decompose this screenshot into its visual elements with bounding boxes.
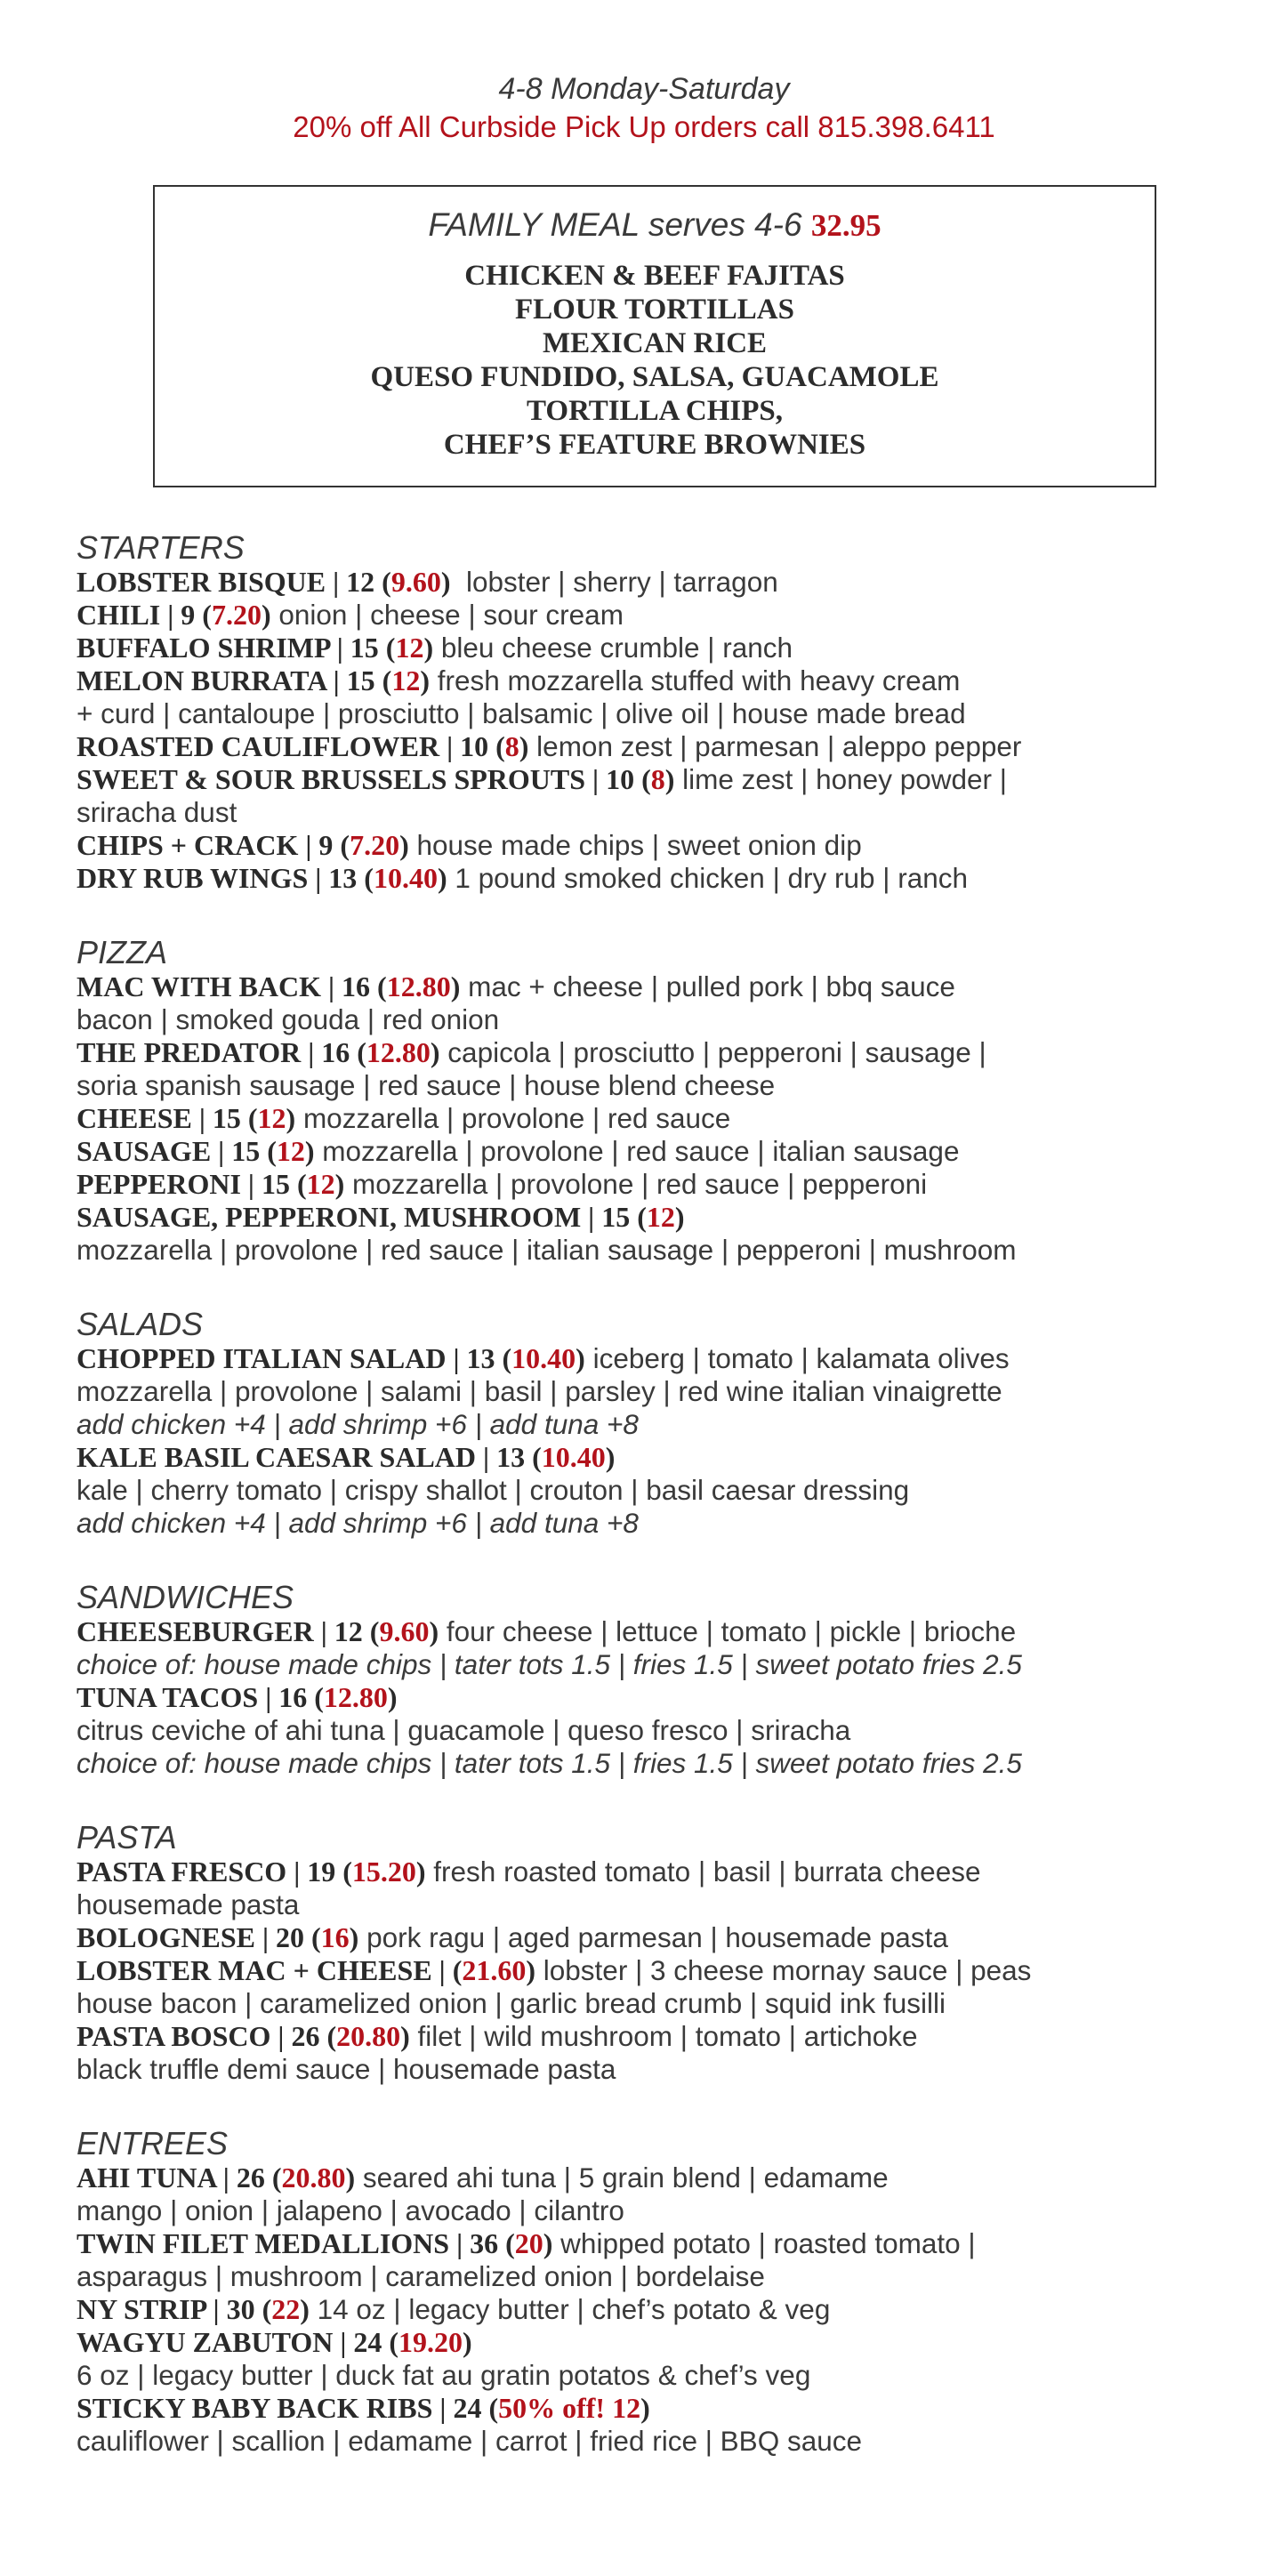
hours-text: 4-8 Monday-Saturday: [498, 72, 790, 106]
item-description: black truffle demi sauce | housemade pasta: [76, 2053, 616, 2085]
item-description: asparagus | mushroom | caramelized onion | bordelaise: [76, 2260, 765, 2292]
menu-item: [76, 2020, 1251, 2053]
price-paren-close: ): [345, 2161, 356, 2194]
price-paren-open: (: [271, 2161, 282, 2194]
menu-item: [76, 862, 1251, 895]
item-name: SAUSAGE, PEPPERONI, MUSHROOM | 15: [76, 1201, 638, 1233]
menu-item: [76, 664, 1251, 697]
family-meal-item: QUESO FUNDIDO, SALSA, GUACAMOLE: [370, 361, 939, 393]
item-description: cauliflower | scallion | edamame | carrot | fried rice | BBQ sauce: [76, 2425, 862, 2457]
discount-price: 10.40: [511, 1342, 576, 1374]
menu-item-note: [76, 1648, 1251, 1681]
item-name: LOBSTER MAC + CHEESE |: [76, 1954, 453, 1986]
item-description: house made chips | sweet onion dip: [408, 829, 862, 861]
price-paren-close: ): [674, 1201, 685, 1233]
section-title: SALADS: [76, 1306, 204, 1342]
menu-item: [76, 566, 1251, 599]
item-name: WAGYU ZABUTON | 24: [76, 2326, 390, 2358]
menu-item-note: [76, 1747, 1251, 1780]
item-description: mango | onion | jalapeno | avocado | cilantro: [76, 2194, 624, 2226]
menu-sections: [76, 530, 1251, 2498]
item-name: PEPPERONI | 15: [76, 1168, 297, 1200]
item-name: BOLOGNESE | 20: [76, 1921, 311, 1953]
discount-price: 12.80: [386, 970, 451, 1002]
menu-item: [76, 1168, 1251, 1201]
menu-item-description: [76, 1474, 1251, 1507]
item-description: fresh roasted tomato | basil | burrata cheese: [425, 1856, 981, 1888]
discount-price: 7.20: [350, 829, 400, 861]
menu-item: [76, 763, 1251, 796]
section-title: PIZZA: [76, 934, 168, 970]
item-description: pork ragu | aged parmesan | housemade pasta: [358, 1921, 948, 1953]
price-paren-close: ): [664, 763, 675, 795]
price-paren-open: (: [340, 829, 350, 861]
menu-item: [76, 2293, 1251, 2326]
price-paren-open: (: [382, 664, 392, 696]
item-name: NY STRIP | 30: [76, 2293, 262, 2325]
item-description: seared ahi tuna | 5 grain blend | edamame: [355, 2161, 889, 2194]
menu-item: [76, 730, 1251, 763]
discount-price: 50% off! 12: [498, 2392, 641, 2424]
menu-section-salads: [76, 1307, 1251, 1540]
item-name: TUNA TACOS | 16: [76, 1681, 315, 1713]
price-paren-open: (: [382, 566, 391, 598]
family-meal-price: 32.95: [810, 208, 881, 243]
item-name: CHILI | 9: [76, 599, 203, 631]
menu-item-note: [76, 1507, 1251, 1540]
menu-item-description: [76, 1234, 1251, 1267]
menu-item-description: [76, 796, 1251, 829]
price-paren-open: (: [247, 1102, 258, 1134]
item-description: + curd | cantaloupe | prosciutto | balsamic | olive oil | house made bread: [76, 697, 966, 729]
item-name: PASTA BOSCO | 26: [76, 2020, 327, 2052]
price-paren-open: (: [389, 2326, 399, 2358]
menu-item: [76, 1342, 1251, 1375]
item-description: kale | cherry tomato | crispy shallot | crouton | basil caesar dressing: [76, 1474, 910, 1506]
discount-price: 12: [257, 1102, 286, 1134]
discount-price: 8: [650, 763, 665, 795]
discount-price: 10.40: [373, 862, 438, 894]
item-description: housemade pasta: [76, 1888, 300, 1920]
menu-item-description: [76, 1987, 1251, 2020]
family-meal-box: [153, 185, 1156, 487]
item-description: soria spanish sausage | red sauce | house blend cheese: [76, 1069, 776, 1101]
item-description: mozzarella | provolone | red sauce: [295, 1102, 731, 1134]
price-paren-close: ): [387, 1681, 398, 1713]
price-paren-open: (: [326, 2020, 337, 2052]
section-title: STARTERS: [76, 529, 245, 566]
menu-item: [76, 829, 1251, 862]
menu-item-description: [76, 1069, 1251, 1102]
price-paren-close: ): [437, 862, 447, 894]
menu-item: [76, 1036, 1251, 1069]
price-paren-open: (: [495, 730, 505, 762]
menu-section-pizza: [76, 935, 1251, 1267]
menu-item: [76, 1921, 1251, 1954]
item-description: fresh mozzarella stuffed with heavy cream: [429, 664, 961, 696]
price-paren-open: (: [364, 862, 374, 894]
price-paren-close: ): [423, 632, 434, 664]
price-paren-close: ): [304, 1135, 315, 1167]
menu-section-pasta: [76, 1820, 1251, 2086]
item-description: lemon zest | parmesan | aleppo pepper: [528, 730, 1022, 762]
item-description: house bacon | caramelized onion | garlic bread crumb | squid ink fusilli: [76, 1987, 946, 2019]
item-description: iceberg | tomato | kalamata olives: [584, 1342, 1010, 1374]
item-name: AHI TUNA | 26: [76, 2161, 272, 2194]
family-meal-item: MEXICAN RICE: [542, 327, 768, 359]
item-name: MAC WITH BACK | 16: [76, 970, 378, 1002]
price-paren-close: ): [300, 2293, 310, 2325]
item-description: 14 oz | legacy butter | chef’s potato & veg: [309, 2293, 831, 2325]
item-note: add chicken +4 | add shrimp +6 | add tuna +8: [76, 1408, 639, 1440]
item-name: TWIN FILET MEDALLIONS | 36: [76, 2227, 506, 2259]
discount-price: 20.80: [281, 2161, 346, 2194]
discount-price: 20.80: [336, 2020, 401, 2052]
menu-item-note: [76, 1408, 1251, 1441]
item-name: LOBSTER BISQUE | 12: [76, 566, 382, 598]
family-meal-item: CHICKEN & BEEF FAJITAS: [464, 260, 845, 292]
section-title: SANDWICHES: [76, 1579, 294, 1615]
item-description: lime zest | honey powder |: [674, 763, 1007, 795]
price-paren-close: ): [605, 1441, 616, 1473]
price-paren-close: ): [543, 2227, 553, 2259]
item-description: filet | wild mushroom | tomato | artichoke: [409, 2020, 918, 2052]
menu-item: [76, 1681, 1251, 1714]
item-description: lobster | sherry | tarragon: [450, 566, 778, 598]
item-note: choice of: house made chips | tater tots 1.5 | fries 1.5 | sweet potato fries 2.5: [76, 1747, 1022, 1779]
item-description: mozzarella | provolone | red sauce | italian sausage | pepperoni | mushroom: [76, 1234, 1017, 1266]
discount-price: 12: [391, 664, 421, 696]
price-paren-open: (: [385, 632, 396, 664]
price-paren-open: (: [311, 1921, 321, 1953]
menu-item: [76, 1954, 1251, 1987]
item-description: sriracha dust: [76, 796, 237, 828]
item-name: CHIPS + CRACK | 9: [76, 829, 341, 861]
menu-section-starters: [76, 530, 1251, 895]
section-title: PASTA: [76, 1819, 177, 1856]
menu-item: [76, 2326, 1251, 2359]
price-paren-open: (: [502, 1342, 512, 1374]
item-note: add chicken +4 | add shrimp +6 | add tuna +8: [76, 1507, 639, 1539]
menu-item-description: [76, 2194, 1251, 2227]
price-paren-close: ): [576, 1342, 585, 1374]
price-paren-close: ): [440, 566, 451, 598]
menu-item: [76, 970, 1251, 1003]
price-paren-close: ): [420, 664, 430, 696]
price-paren-close: ): [399, 829, 409, 861]
price-paren-open: (: [637, 1201, 647, 1233]
item-name: CHEESE | 15: [76, 1102, 248, 1134]
menu-item: [76, 1856, 1251, 1888]
menu-item-description: [76, 697, 1251, 730]
price-paren-close: ): [349, 1921, 359, 1953]
discount-price: 20: [514, 2227, 543, 2259]
price-paren-open: (: [342, 1856, 352, 1888]
price-paren-open: (: [488, 2392, 499, 2424]
price-paren-open: (: [377, 970, 387, 1002]
discount-price: 21.60: [462, 1954, 527, 1986]
item-name: SAUSAGE | 15: [76, 1135, 268, 1167]
discount-price: 12: [646, 1201, 675, 1233]
family-meal-item: FLOUR TORTILLAS: [515, 294, 794, 326]
price-paren-open: (: [532, 1441, 542, 1473]
menu-item-description: [76, 1714, 1251, 1747]
menu-item: [76, 599, 1251, 632]
price-paren-close: ): [430, 1036, 440, 1068]
item-description: onion | cheese | sour cream: [270, 599, 624, 631]
menu-item: [76, 2161, 1251, 2194]
item-description: lobster | 3 cheese mornay sauce | peas: [535, 1954, 1032, 1986]
price-paren-close: ): [450, 970, 461, 1002]
price-paren-open: (: [369, 1615, 380, 1647]
item-description: mozzarella | provolone | red sauce | pepperoni: [344, 1168, 928, 1200]
family-meal-items: [155, 259, 1155, 462]
item-name: CHOPPED ITALIAN SALAD | 13: [76, 1342, 503, 1374]
discount-price: 9.60: [379, 1615, 430, 1647]
discount-price: 10.40: [541, 1441, 606, 1473]
curbside-promo: 20% off All Curbside Pick Up orders call 815.398.6411: [293, 110, 995, 143]
discount-price: 8: [504, 730, 519, 762]
item-name: KALE BASIL CAESAR SALAD | 13: [76, 1441, 533, 1473]
price-paren-close: ): [261, 599, 271, 631]
discount-price: 12: [276, 1135, 305, 1167]
section-title: ENTREES: [76, 2125, 229, 2161]
item-name: PASTA FRESCO | 19: [76, 1856, 343, 1888]
item-description: 1 pound smoked chicken | dry rub | ranch: [447, 862, 969, 894]
item-description: capicola | prosciutto | pepperoni | sausage |: [439, 1036, 986, 1068]
item-name: ROASTED CAULIFLOWER | 10: [76, 730, 496, 762]
discount-price: 16: [320, 1921, 350, 1953]
item-name: THE PREDATOR | 16: [76, 1036, 358, 1068]
menu-item: [76, 1135, 1251, 1168]
menu-item: [76, 1102, 1251, 1135]
item-description: bacon | smoked gouda | red onion: [76, 1003, 500, 1035]
item-description: mozzarella | provolone | red sauce | italian sausage: [314, 1135, 960, 1167]
price-paren-close: ): [334, 1168, 345, 1200]
item-description: bleu cheese crumble | ranch: [433, 632, 793, 664]
menu-item: [76, 1441, 1251, 1474]
item-name: MELON BURRATA | 15: [76, 664, 382, 696]
price-paren-open: (: [202, 599, 212, 631]
price-paren-open: (: [357, 1036, 366, 1068]
item-name: SWEET & SOUR BRUSSELS SPROUTS | 10: [76, 763, 642, 795]
menu-section-sandwiches: [76, 1580, 1251, 1780]
price-paren-close: ): [519, 730, 529, 762]
family-meal-title: [155, 203, 1155, 248]
price-paren-open: (: [296, 1168, 307, 1200]
menu-item-description: [76, 1888, 1251, 1921]
price-paren-close: ): [415, 1856, 426, 1888]
family-meal-item: CHEF’S FEATURE BROWNIES: [443, 429, 866, 461]
menu-item-description: [76, 2359, 1251, 2392]
price-paren-close: ): [463, 2326, 472, 2358]
item-description: whipped potato | roasted tomato |: [552, 2227, 976, 2259]
menu-section-entrees: [76, 2126, 1251, 2458]
price-paren-close: ): [429, 1615, 439, 1647]
discount-price: 19.20: [398, 2326, 463, 2358]
item-description: mozzarella | provolone | salami | basil | parsley | red wine italian vinaigrette: [76, 1375, 1002, 1407]
discount-price: 22: [271, 2293, 301, 2325]
discount-price: 9.60: [390, 566, 441, 598]
price-paren-open: (: [262, 2293, 272, 2325]
family-meal-item: TORTILLA CHIPS,: [527, 395, 783, 427]
item-note: choice of: house made chips | tater tots 1.5 | fries 1.5 | sweet potato fries 2.5: [76, 1648, 1022, 1680]
item-description: citrus ceviche of ahi tuna | guacamole | queso fresco | sriracha: [76, 1714, 851, 1746]
discount-price: 12: [395, 632, 424, 664]
menu-item: [76, 632, 1251, 664]
price-paren-close: ): [526, 1954, 536, 1986]
menu-item: [76, 1201, 1251, 1234]
discount-price: 7.20: [211, 599, 262, 631]
menu-item-description: [76, 1375, 1251, 1408]
item-name: STICKY BABY BACK RIBS | 24: [76, 2392, 489, 2424]
discount-price: 12.80: [366, 1036, 431, 1068]
item-name: DRY RUB WINGS | 13: [76, 862, 365, 894]
price-paren-close: ): [286, 1102, 296, 1134]
item-description: 6 oz | legacy butter | duck fat au gratin potatos & chef’s veg: [76, 2359, 811, 2391]
discount-price: 12: [306, 1168, 335, 1200]
menu-item-description: [76, 2425, 1251, 2458]
discount-price: 15.20: [351, 1856, 416, 1888]
menu-item: [76, 2227, 1251, 2260]
price-paren-open: (: [505, 2227, 515, 2259]
menu-item-description: [76, 1003, 1251, 1036]
price-paren-close: ): [640, 2392, 650, 2424]
discount-price: 12.80: [323, 1681, 388, 1713]
family-meal-title-text: FAMILY MEAL serves 4-6: [428, 206, 802, 243]
item-name: BUFFALO SHRIMP | 15: [76, 632, 386, 664]
item-description: mac + cheese | pulled pork | bbq sauce: [460, 970, 955, 1002]
price-paren-open: (: [641, 763, 651, 795]
menu-item: [76, 1615, 1251, 1648]
price-paren-open: (: [314, 1681, 324, 1713]
price-paren-open: (: [267, 1135, 277, 1167]
item-name: CHEESEBURGER | 12: [76, 1615, 370, 1647]
header: [0, 69, 1288, 146]
price-paren-close: ): [400, 2020, 410, 2052]
price-paren-open: (: [452, 1954, 463, 1986]
menu-item-description: [76, 2053, 1251, 2086]
menu-item: [76, 2392, 1251, 2425]
menu-item-description: [76, 2260, 1251, 2293]
item-description: four cheese | lettuce | tomato | pickle | brioche: [439, 1615, 1017, 1647]
